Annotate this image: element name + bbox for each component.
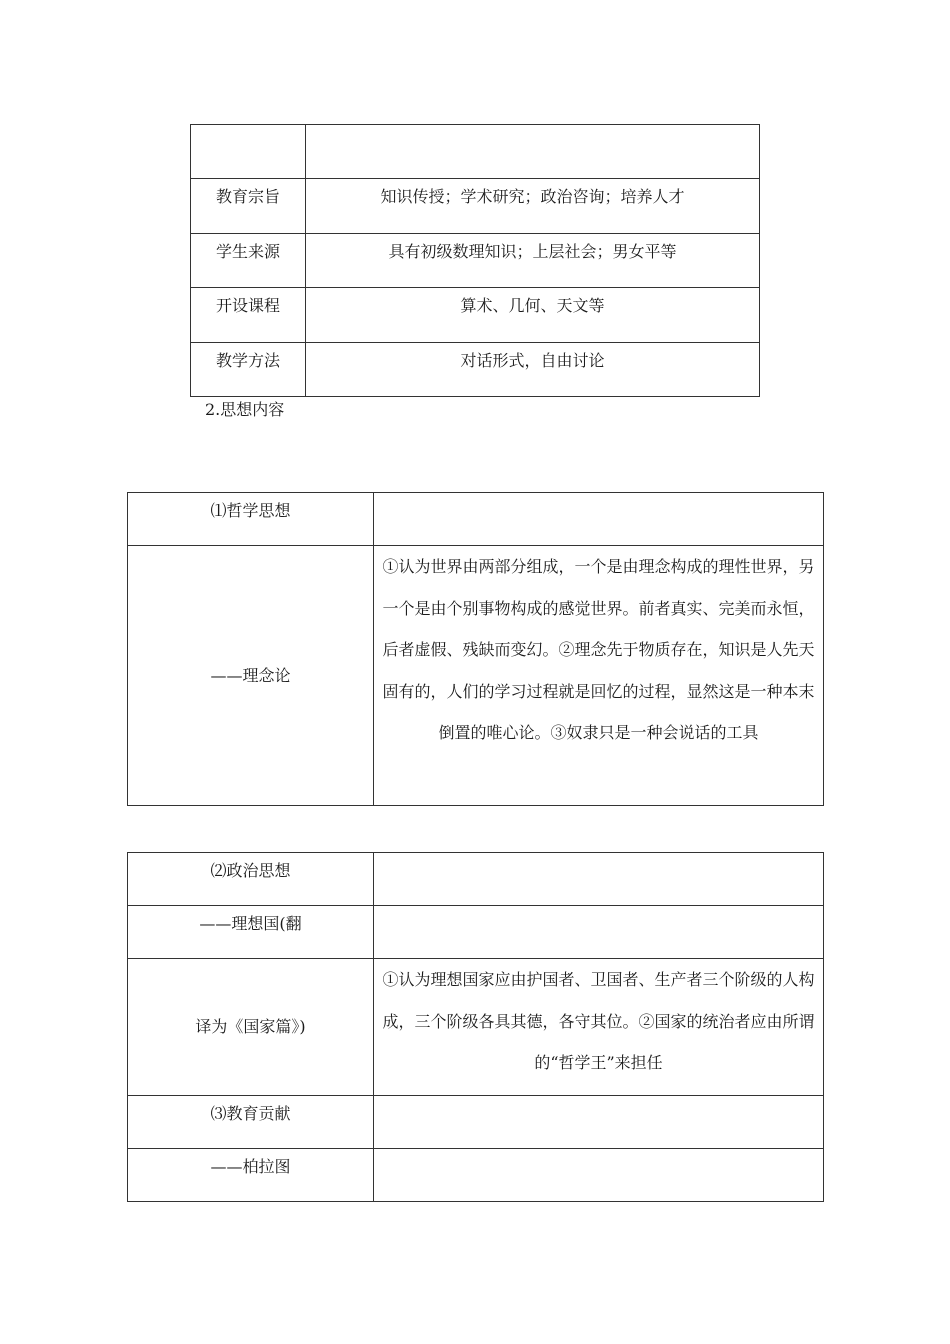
label-political-thought: ⑵政治思想 bbox=[210, 861, 291, 880]
content-student-source: 具有初级数理知识；上层社会；男女平等 bbox=[388, 241, 677, 261]
row-content-cell bbox=[374, 493, 824, 546]
section-heading: 2.思想内容 bbox=[205, 400, 285, 419]
content-education-aim: 知识传授；学术研究；政治咨询；培养人才 bbox=[380, 187, 685, 207]
row-content-cell bbox=[374, 853, 824, 906]
label-plato: ——柏拉图 bbox=[210, 1157, 291, 1176]
row-content-cell bbox=[374, 906, 824, 959]
content-theory-of-forms: ①认为世界由两部分组成，一个是由理念构成的理性世界，另一个是由个别事物构成的感觉世界。前者真实、完美而永恒，后者虚假、残缺而变幻。②理念先于物质存在，知识是人先天固有的，人们的学习过程就是回忆的过程，显然这是一种本末倒置的唯心论。③奴隶只是一种会说话的工具 bbox=[382, 557, 815, 742]
row-label-cell bbox=[128, 1096, 374, 1149]
table-row bbox=[128, 493, 824, 546]
row-label-cell bbox=[128, 853, 374, 906]
table-row bbox=[128, 959, 824, 1096]
row-label-cell bbox=[128, 493, 374, 546]
row-content-cell bbox=[306, 342, 760, 396]
politics-table bbox=[127, 852, 824, 1202]
table-row bbox=[128, 546, 824, 806]
table-row bbox=[128, 1096, 824, 1149]
content-republic: ①认为理想国家应由护国者、卫国者、生产者三个阶级的人构成，三个阶级各具其德，各守其位。②国家的统治者应由所谓的“哲学王”来担任 bbox=[382, 970, 815, 1072]
row-content-cell bbox=[306, 179, 760, 233]
table-row bbox=[191, 125, 760, 179]
row-label-cell bbox=[191, 233, 306, 287]
label-education-aim: 教育宗旨 bbox=[215, 187, 280, 207]
row-label-cell bbox=[128, 906, 374, 959]
row-content-cell bbox=[374, 546, 824, 806]
table-row bbox=[128, 906, 824, 959]
content-teaching-method: 对话形式，自由讨论 bbox=[460, 350, 605, 370]
label-student-source: 学生来源 bbox=[215, 241, 280, 261]
row-content-cell bbox=[306, 125, 760, 179]
academy-info-table bbox=[190, 124, 760, 397]
label-courses: 开设课程 bbox=[215, 296, 280, 316]
content-courses: 算术、几何、天文等 bbox=[460, 296, 605, 316]
row-label-cell bbox=[128, 546, 374, 806]
row-label-cell bbox=[191, 342, 306, 396]
label-education-contribution: ⑶教育贡献 bbox=[210, 1104, 291, 1123]
label-republic-translation: 译为《国家篇》) bbox=[195, 1017, 306, 1036]
row-label-cell bbox=[191, 179, 306, 233]
row-label-cell bbox=[191, 125, 306, 179]
row-content-cell bbox=[374, 1096, 824, 1149]
philosophy-table bbox=[127, 492, 824, 806]
table-row bbox=[128, 1149, 824, 1202]
label-republic: ——理想国(翻 bbox=[199, 914, 302, 933]
table-row bbox=[191, 233, 760, 287]
row-label-cell bbox=[191, 288, 306, 342]
label-teaching-method: 教学方法 bbox=[215, 350, 280, 370]
row-content-cell bbox=[374, 959, 824, 1096]
row-content-cell bbox=[306, 233, 760, 287]
table-row bbox=[128, 853, 824, 906]
table-row bbox=[191, 179, 760, 233]
row-label-cell bbox=[128, 1149, 374, 1202]
row-label-cell bbox=[128, 959, 374, 1096]
table-row bbox=[191, 288, 760, 342]
label-philosophy: ⑴哲学思想 bbox=[210, 501, 291, 520]
table-row bbox=[191, 342, 760, 396]
row-content-cell bbox=[306, 288, 760, 342]
row-content-cell bbox=[374, 1149, 824, 1202]
label-theory-of-forms: ——理念论 bbox=[210, 665, 291, 685]
